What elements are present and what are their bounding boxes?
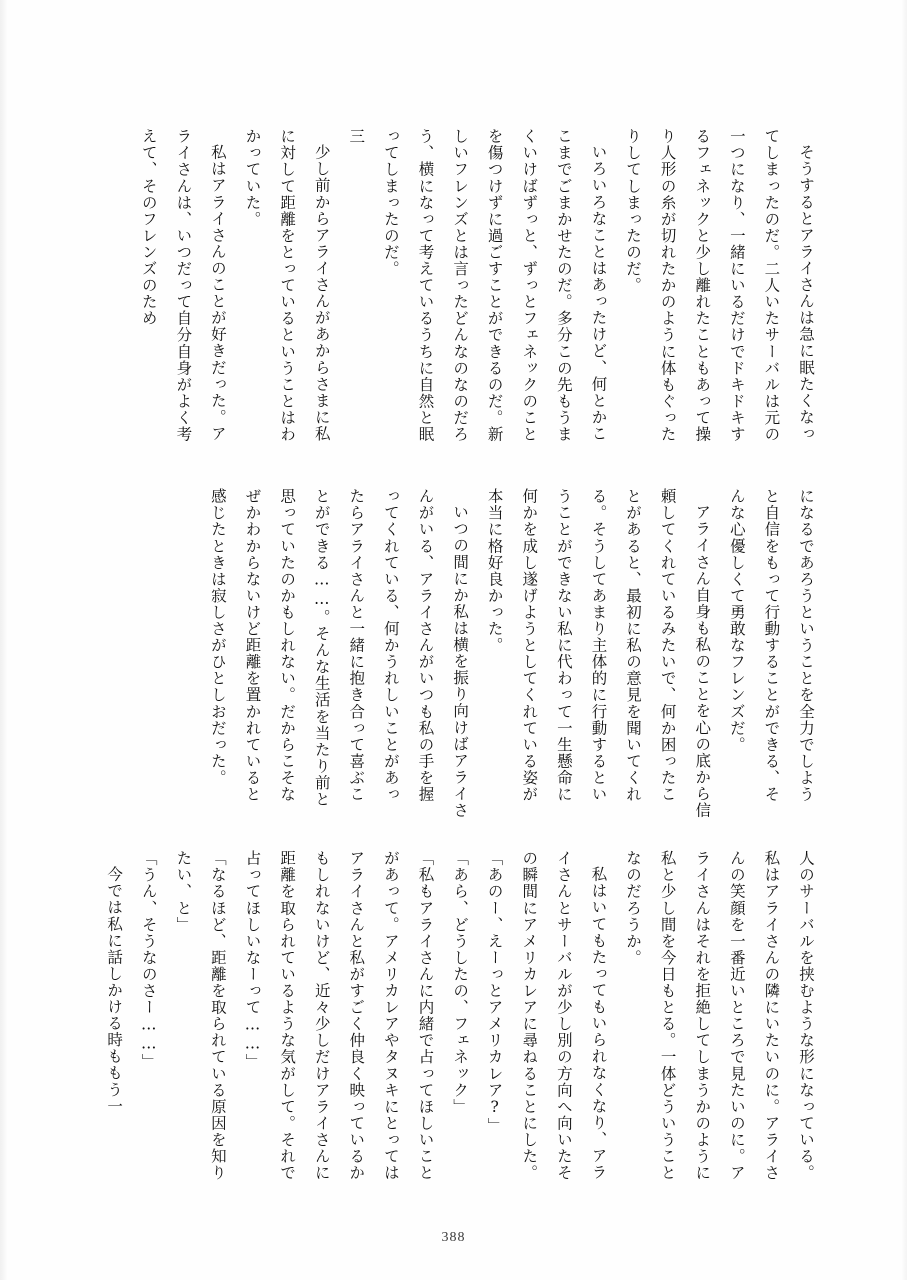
page-text-body xyxy=(88,128,823,1188)
paragraph: 人のサーバルを挟むような形になっている。私はアライさんの隣にいたいのに。アライさんの笑顔を一番近いところで見たいのに。アライさんはそれを拒絶してしまうかのように私と少し間を今日もとる。一体どういうことなのだろうか。 xyxy=(624,850,815,1181)
dialogue-line: 「うん、そうなのさー……」 xyxy=(139,850,158,1071)
paragraph: いろいろなことはあったけど、何とかここまでごまかせたのだ。多分この先もうまくいけばずっと、ずっとフェネックのことを傷つけずに過ごすことができるのだ。新しいフレンズとは言ったどんなのなのだろう、横になって考えているうちに自然と眠ってしまったのだ。 xyxy=(381,128,608,443)
dialogue-line: 「あのー、えーっとアメリカレア?」 xyxy=(485,850,504,1134)
paragraph: になるであろうということを全力でしようと自信をもって行動することができる、そんな心優しくて勇敢なフレンズだ。 xyxy=(727,488,815,803)
text-block-middle xyxy=(200,488,823,818)
paragraph: アライさん自身も私のことを心の底から信頼してくれているみたいで、何か困ったことがあると、最初に私の意見を聞いてくれる。そうしてあまり主体的に行動するということができない私に代わって一生懸命に何かを成し遂げようとしてくれている姿が本当に格好良かった。 xyxy=(485,488,712,818)
paragraph: いつの間にか私は横を振り向けばアライさんがいる、アライさんがいつも私の手を握ってくれている、何かうれしいことがあったらアライさんと一緒に抱き合って喜ぶことができる……。そんな生活を当たり前と思っていたのかもしれない。だからこそなぜかわからないけど距離を置かれていると感じたときは寂しさがひとしおだった。 xyxy=(208,488,470,818)
paragraph: 少し前からアライさんがあからさまに私に対して距離をとっているということはわかっていた。 xyxy=(243,128,331,443)
paragraph: 私はいてもたってもいられなくなり、アライさんとサーバルが少し別の方向へ向いたその瞬間にアメリカレアに尋ねることにした。 xyxy=(520,850,608,1181)
dialogue-line: 「なるほど、距離を取られている原因を知りたい、と」 xyxy=(174,850,227,1181)
text-block-bottom xyxy=(97,850,823,1182)
page-number: 388 xyxy=(441,1230,466,1245)
paragraph: そうするとアライさんは急に眠たくなってしまったのだ。二人いたサーバルは元の一つになり、一緒にいるだけでドキドキするフェネックと少し離れたこともあって操り人形の糸が切れたかのように体もぐったりしてしまったのだ。 xyxy=(624,128,815,443)
text-block-top xyxy=(131,128,823,448)
paragraph: 私はアライさんのことが好きだった。アライさんは、いつだって自分自身がよく考えて、そのフレンズのため xyxy=(139,128,227,443)
dialogue-line: 「私もアライさんに内緒で占ってほしいことがあって。アメリカレアやタヌキにとってはアライさんと私がすごく仲良く映っているかもしれないけど、近々少しだけアライさんに距離を取られているような気がして。それで占ってほしいなーって……」 xyxy=(243,850,435,1181)
paragraph: 今では私に話しかける時ももう一 xyxy=(105,865,124,1114)
section-heading: 三 xyxy=(347,128,366,145)
dialogue-line: 「あら、どうしたの、フェネック」 xyxy=(451,850,470,1115)
